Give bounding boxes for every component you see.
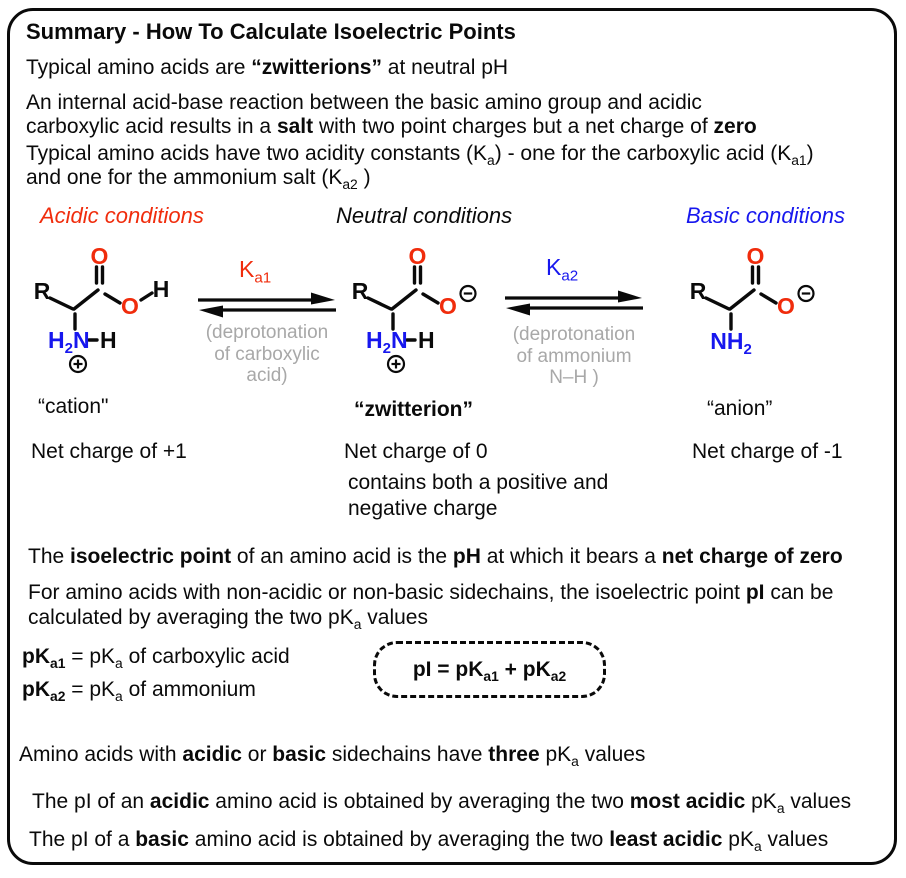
intro-line-2: An internal acid-base reaction between the basic amino group and acidic carboxylic acid results in a salt with two point charges but a net charge of zero	[26, 91, 757, 138]
pi-calculation-note: For amino acids with non-acidic or non-basic sidechains, the isoelectric point pI can be calculated by averaging the two $pK_a$ values	[28, 581, 834, 633]
ka1-caption: (deprotonation of carboxylic acid)	[205, 322, 329, 386]
ka1-label: $K_{a1}$	[239, 256, 272, 287]
bond	[392, 290, 416, 309]
carboxylate-o-label: O	[777, 293, 795, 319]
r-group-label: R	[689, 278, 707, 304]
cation-structure	[28, 236, 198, 384]
r-group-label: R	[33, 278, 51, 304]
pka2-definition: $pK_{a2} = pK_a$ of ammonium	[22, 678, 256, 705]
intro-line-1: Typical amino acids are “zwitterions” at neutral pH	[26, 56, 509, 79]
bond	[368, 298, 391, 309]
ka2-caption: (deprotonation of ammonium N–H )	[512, 324, 636, 388]
pi-formula-box	[373, 641, 606, 698]
intro-line-3: Typical amino acids have two acidity constants $(K_a)$ - one for the carboxylic acid $(K_{a1})$ and one for the ammonium salt ($K_{a2}$ )	[26, 142, 814, 193]
acidic-conditions-label: Acidic conditions	[40, 203, 204, 228]
anion-net-charge: Net charge of -1	[692, 440, 843, 463]
reverse-arrowhead	[199, 306, 223, 318]
three-pka-note: Amino acids with acidic or basic sidechains have three $pK_a$ values	[19, 743, 646, 770]
neutral-conditions-label: Neutral conditions	[336, 203, 513, 228]
amine-label: $NH_2$	[710, 328, 752, 358]
forward-arrowhead	[618, 291, 642, 303]
n-hydrogen-label: H	[100, 327, 117, 353]
cation-net-charge: Net charge of +1	[31, 440, 187, 463]
bond	[761, 294, 776, 303]
basic-pi-rule: The pI of a basic amino acid is obtained by averaging the two least acidic $pK_a$ values	[29, 828, 829, 855]
equilibrium-arrow-1	[197, 289, 337, 321]
acidic-pi-rule: The pI of an acidic amino acid is obtained by averaging the two most acidic $pK_a$ values	[32, 790, 852, 817]
anion-structure	[684, 236, 854, 384]
r-group-label: R	[351, 278, 369, 304]
bond	[50, 298, 73, 309]
carboxylate-o-label: O	[439, 293, 457, 319]
page-title: Summary - How To Calculate Isoelectric Points	[26, 19, 516, 44]
bond	[730, 290, 754, 309]
equilibrium-arrow-2	[504, 287, 644, 319]
bond	[423, 294, 438, 303]
minus-charge-icon	[799, 286, 814, 301]
bond	[74, 290, 98, 309]
ammonium-label: $H_2N$	[366, 327, 408, 357]
plus-charge-icon	[70, 356, 86, 372]
cation-name: “cation"	[38, 395, 109, 418]
anion-name: “anion”	[707, 397, 773, 420]
carbonyl-o-label: O	[408, 243, 427, 269]
ammonium-label: $H_2N$	[48, 327, 90, 357]
reverse-arrowhead	[506, 304, 530, 316]
carbonyl-o-label: O	[746, 243, 765, 269]
acid-o-label: O	[121, 293, 139, 319]
bond	[141, 293, 152, 300]
bond	[706, 298, 729, 309]
plus-charge-icon	[388, 356, 404, 372]
carbonyl-o-label: O	[90, 243, 109, 269]
pka1-definition: $pK_{a1} = pK_a$ of carboxylic acid	[22, 645, 290, 672]
zwitterion-net-charge: Net charge of 0	[344, 440, 488, 463]
n-hydrogen-label: H	[418, 327, 435, 353]
zwitterion-note: contains both a positive and negative charge	[348, 471, 609, 520]
forward-arrowhead	[311, 293, 335, 305]
zwitterion-structure	[346, 236, 516, 384]
isoelectric-definition: The isoelectric point of an amino acid is the pH at which it bears a net charge of zero	[28, 545, 843, 568]
acid-h-label: H	[152, 276, 170, 302]
anion-bonds	[706, 267, 776, 329]
basic-conditions-label: Basic conditions	[686, 203, 845, 228]
pi-formula: pI = $pK_{a1} + pK_{a2}$	[412, 657, 567, 684]
bond	[105, 294, 120, 303]
zwitterion-name: “zwitterion”	[354, 398, 473, 421]
minus-charge-icon	[461, 286, 476, 301]
ka2-label: $K_{a2}$	[546, 254, 579, 285]
